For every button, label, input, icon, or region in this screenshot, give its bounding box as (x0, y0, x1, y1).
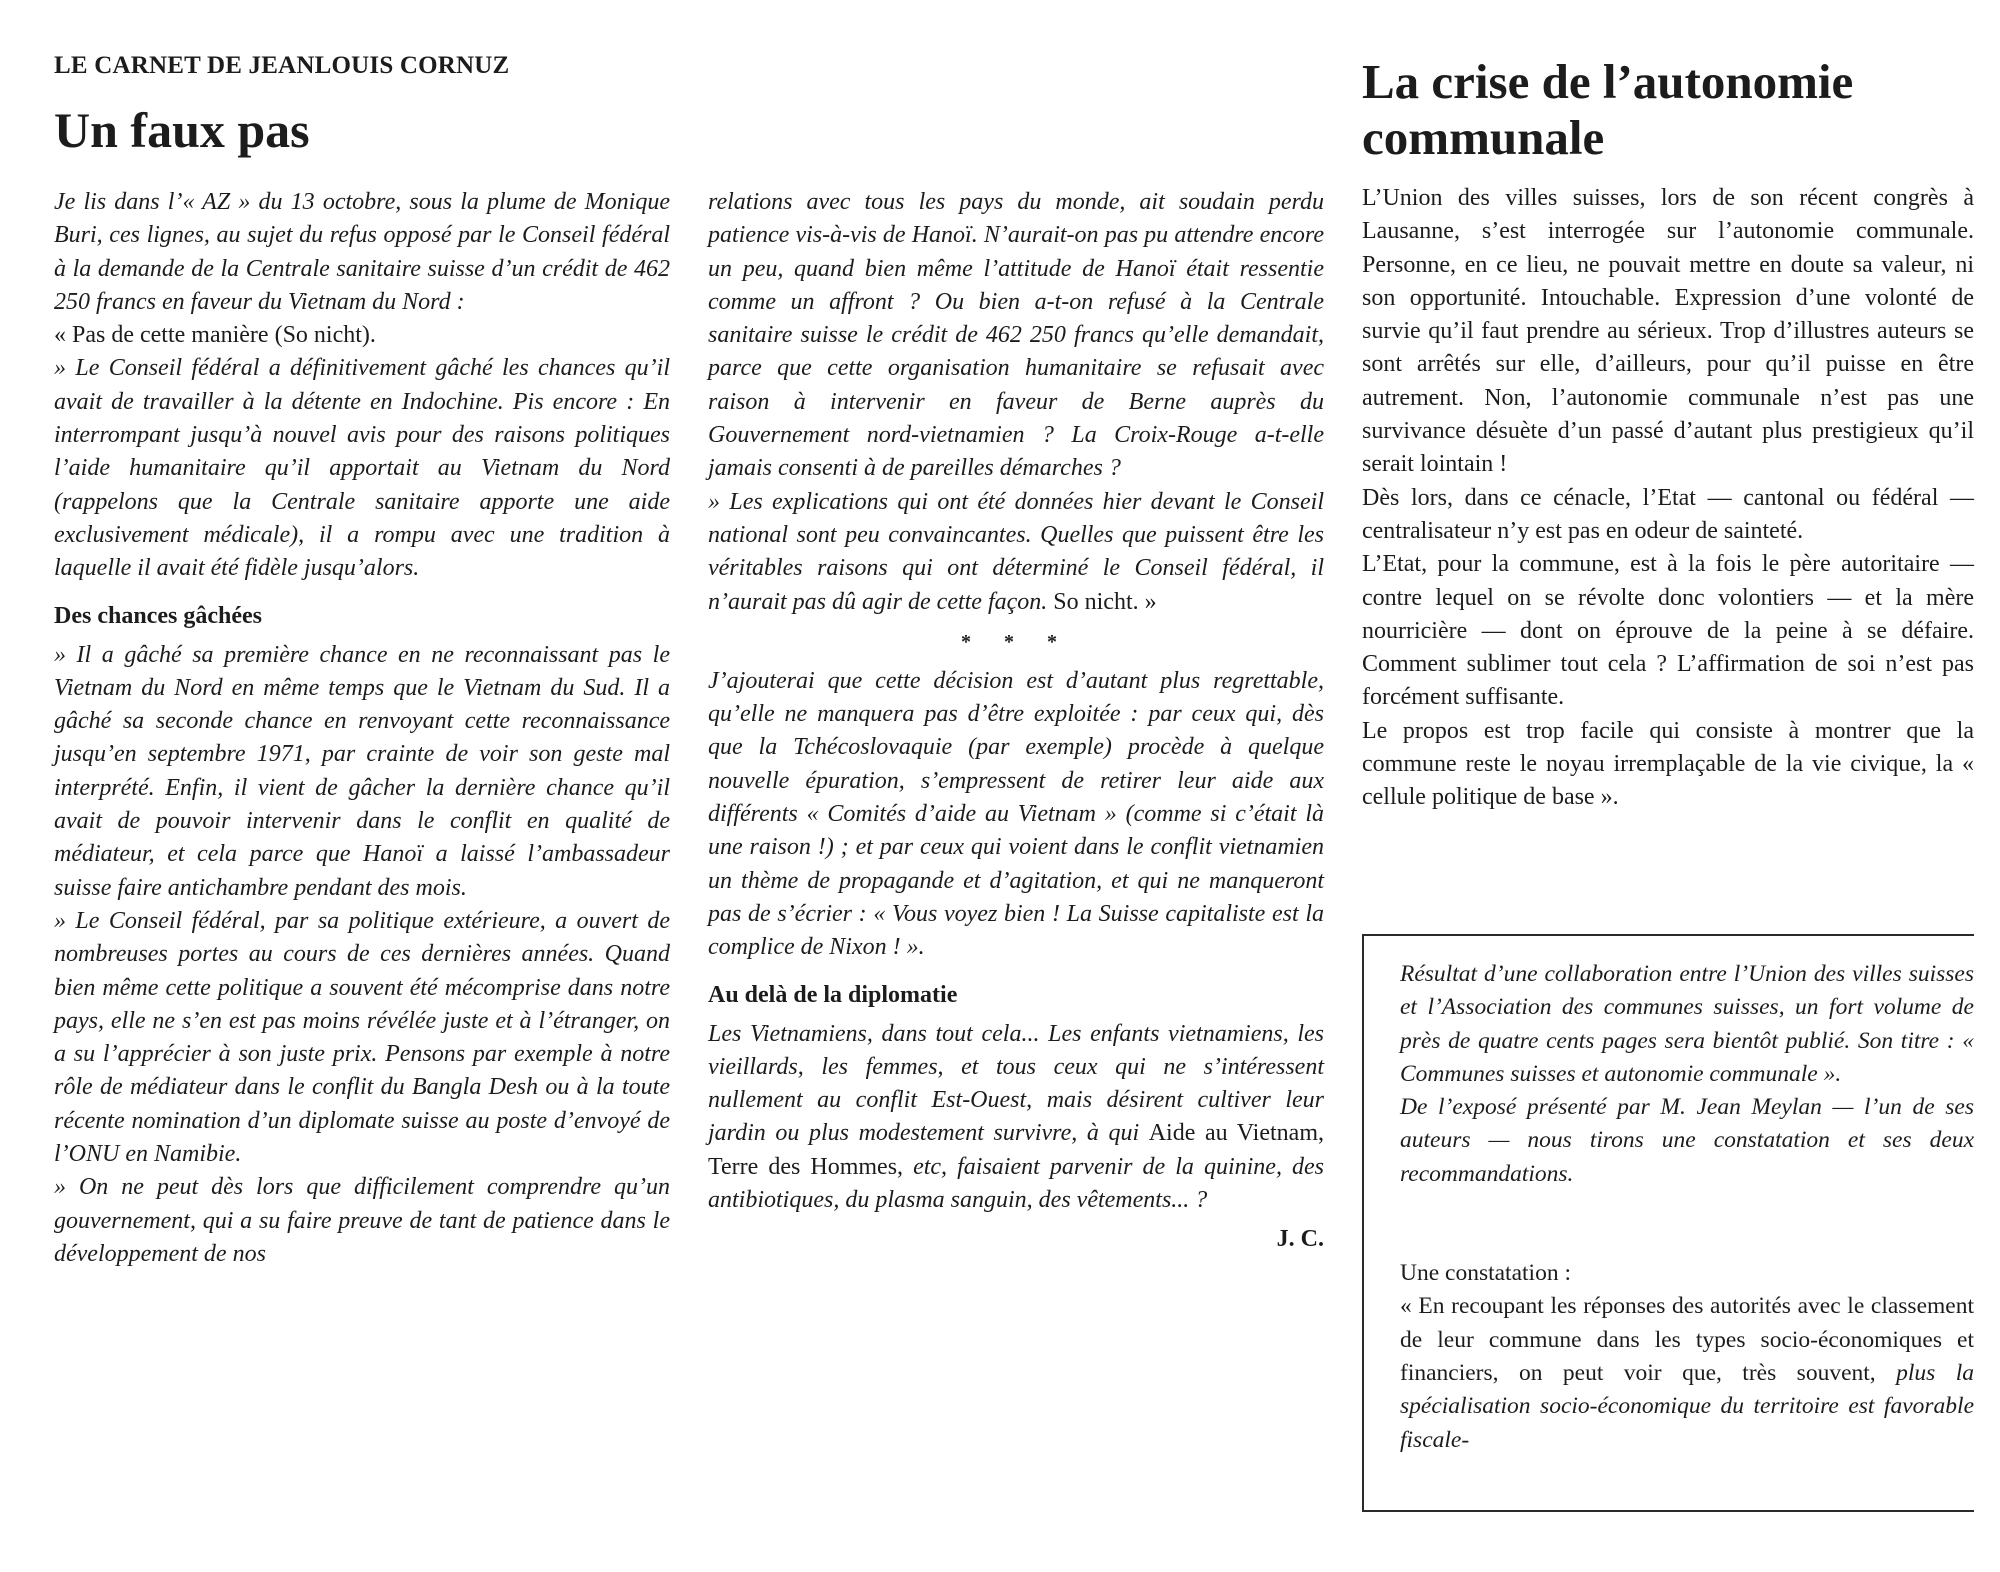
paragraph: De l’exposé présenté par M. Jean Meylan — l’un de ses auteurs — nous tirons une constatation et ses deux recommandations. (1400, 1094, 1974, 1187)
paragraph: Une constatation : (1400, 1260, 1571, 1287)
section-subhead: Des chances gâchées (54, 602, 262, 629)
paragraph-text: Les Vietnamiens, dans tout cela... Les enfants vietnamiens, les vieillards, les femmes, et tous ceux qui ne s’intéressent nullement au conflit Est-Ouest, mais désirent cultiver leur jardin ou plus modestement survivre, à qui (708, 1020, 1324, 1147)
column-kicker: LE CARNET DE JEANLOUIS CORNUZ (54, 52, 510, 79)
paragraph (708, 486, 1324, 619)
paragraph: Le propos est trop facile qui consiste à montrer que la commune reste le noyau irremplaçable de la vie civique, la « cellule politique de base ». (1362, 717, 1974, 811)
paragraph-text-roman: So nicht. » (1047, 588, 1157, 615)
paragraph-text: » Les explications qui ont été données hier devant le Conseil national sont peu convaincantes. Quelles que puissent être les véritables raisons qui ont déterminé le Conseil fédéral, il n’aurait pas dû agir de cette façon. (708, 488, 1324, 615)
section-separator: * * * (961, 630, 1071, 653)
paragraph-text: « En recoupant les réponses des autorités avec le classement de leur commune dans les types socio-économiques et financiers, on peut voir que, très souvent, (1400, 1293, 1974, 1386)
paragraph-text-roman: Aide au Vietnam, Terre des Hommes, (708, 1120, 1324, 1180)
section-subhead: Au delà de la diplomatie (708, 981, 958, 1008)
paragraph: » On ne peut dès lors que difficilement comprendre qu’un gouvernement, qui a su faire preuve de tant de patience dans le développement de nos (54, 1174, 670, 1267)
paragraph-text-italic: plus la spécialisation socio-économique du territoire est favorable fiscale- (1400, 1359, 1974, 1453)
paragraph: Résultat d’une collaboration entre l’Union des villes suisses et l’Association des communes suisses, un fort volume de près de quatre cents pages sera bientôt publié. Son titre : « Communes suisses et autonomie communale ». (1400, 961, 1974, 1087)
middle-article-continuation (708, 186, 1324, 1255)
paragraph: L’Union des villes suisses, lors de son récent congrès à Lausanne, s’est interrogée sur l’autonomie communale. Personne, en ce lieu, ne pouvait mettre en doute sa valeur, ni son opportunité. Intouchable. Expression d’une volonté de survie qu’il faut prendre au sérieux. Trop d’illustres auteurs se sont arrêtés sur elle, d’ailleurs, pour qu’il puisse en être autrement. Non, l’autonomie communale n’est pas une survivance désuète d’un passé d’autant plus prestigieux qu’il serait lointain ! (1362, 185, 1974, 478)
article-body (1362, 182, 1974, 815)
paragraph: « Pas de cette manière (So nicht). (54, 322, 376, 349)
paragraph: » Le Conseil fédéral, par sa politique extérieure, a ouvert de nombreuses portes au cours de ces dernières années. Quand bien même cette politique a souvent été mécomprise dans notre pays, elle ne s’en est pas moins révélée juste et à l’étranger, on a su l’apprécier à son juste prix. Pensons par exemple à notre rôle de médiateur dans le conflit du Bangla Desh ou à la toute récente nomination d’un diplomate suisse au poste d’envoyé de l’ONU en Namibie. (54, 907, 670, 1168)
paragraph: Dès lors, dans ce cénacle, l’Etat — cantonal ou fédéral — centralisateur n’y est pas en odeur de sainteté. (1362, 484, 1974, 544)
paragraph: L’Etat, pour la commune, est à la fois le père autoritaire — contre lequel on se révolte donc volontiers — et la mère nourricière — dont on éprouve de la peine à se défaire. Comment sublimer tout cela ? L’affirmation de soi n’est pas forcément suffisante. (1362, 551, 1974, 711)
paragraph (708, 1018, 1324, 1218)
article-headline: Un faux pas (54, 102, 310, 158)
framed-note-box (1362, 934, 1974, 1512)
article-body (54, 186, 670, 1271)
paragraph: » Le Conseil fédéral a définitivement gâché les chances qu’il avait de travailler à la détente en Indochine. Pis encore : En interrompant jusqu’à nouvel avis pour des raisons politiques l’aide humanitaire qu’il apportait au Vietnam du Nord (rappelons que la Centrale sanitaire apporte une aide exclusivement médicale), il a rompu avec une tradition à laquelle il avait été fidèle jusqu’alors. (54, 355, 670, 582)
paragraph-text: etc, faisaient parvenir de la quinine, des antibiotiques, du plasma sanguin, des vêtements... ? (708, 1153, 1324, 1214)
paragraph: » Il a gâché sa première chance en ne reconnaissant pas le Vietnam du Nord en même temps que le Vietnam du Sud. Il a gâché sa seconde chance en renvoyant cette reconnaissance jusqu’en septembre 1971, par crainte de voir son geste mal interprété. Enfin, il vient de gâcher la dernière chance qu’il avait de pouvoir intervenir dans le conflit en qualité de médiateur, et cela parce que Hanoï a laissé l’ambassadeur suisse faire antichambre pendant des mois. (54, 641, 670, 901)
spacer (1400, 1191, 1974, 1257)
paragraph (1400, 1290, 1974, 1456)
paragraph: J’ajouterai que cette décision est d’autant plus regrettable, qu’elle ne manquera pas d’être exploitée : par ceux qui, dès que la Tchécoslovaquie (par exemple) procède à quelque nouvelle épuration, s’empressent de retirer leur aide aux différents « Comités d’aide au Vietnam » (comme si c’était là une raison !) ; et par ceux qui voient dans le conflit vietnamien un thème de propagande et d’agitation, et qui ne manqueront pas de s’écrier : « Vous voyez bien ! La Suisse capitaliste est la complice de Nixon ! ». (708, 667, 1324, 961)
author-signature: J. C. (1276, 1226, 1324, 1253)
article-headline: La crise de l’autonomie communale (1362, 54, 1854, 165)
paragraph: Je lis dans l’« AZ » du 13 octobre, sous la plume de Monique Buri, ces lignes, au sujet du refus opposé par le Conseil fédéral à la demande de la Centrale sanitaire suisse d’un crédit de 462 250 francs en faveur du Vietnam du Nord : (54, 189, 670, 315)
paragraph: relations avec tous les pays du monde, ait soudain perdu patience vis-à-vis de Hanoï. N’aurait-on pas pu attendre encore un peu, quand bien même l’attitude de Hanoï était ressentie comme un affront ? Ou bien a-t-on refusé à la Centrale sanitaire suisse le crédit de 462 250 francs qu’elle demandait, parce que cette organisation humanitaire se refusait avec raison à intervenir en faveur de Berne auprès du Gouvernement nord-vietnamien ? La Croix-Rouge a-t-elle jamais consenti à de pareilles démarches ? (708, 189, 1324, 482)
